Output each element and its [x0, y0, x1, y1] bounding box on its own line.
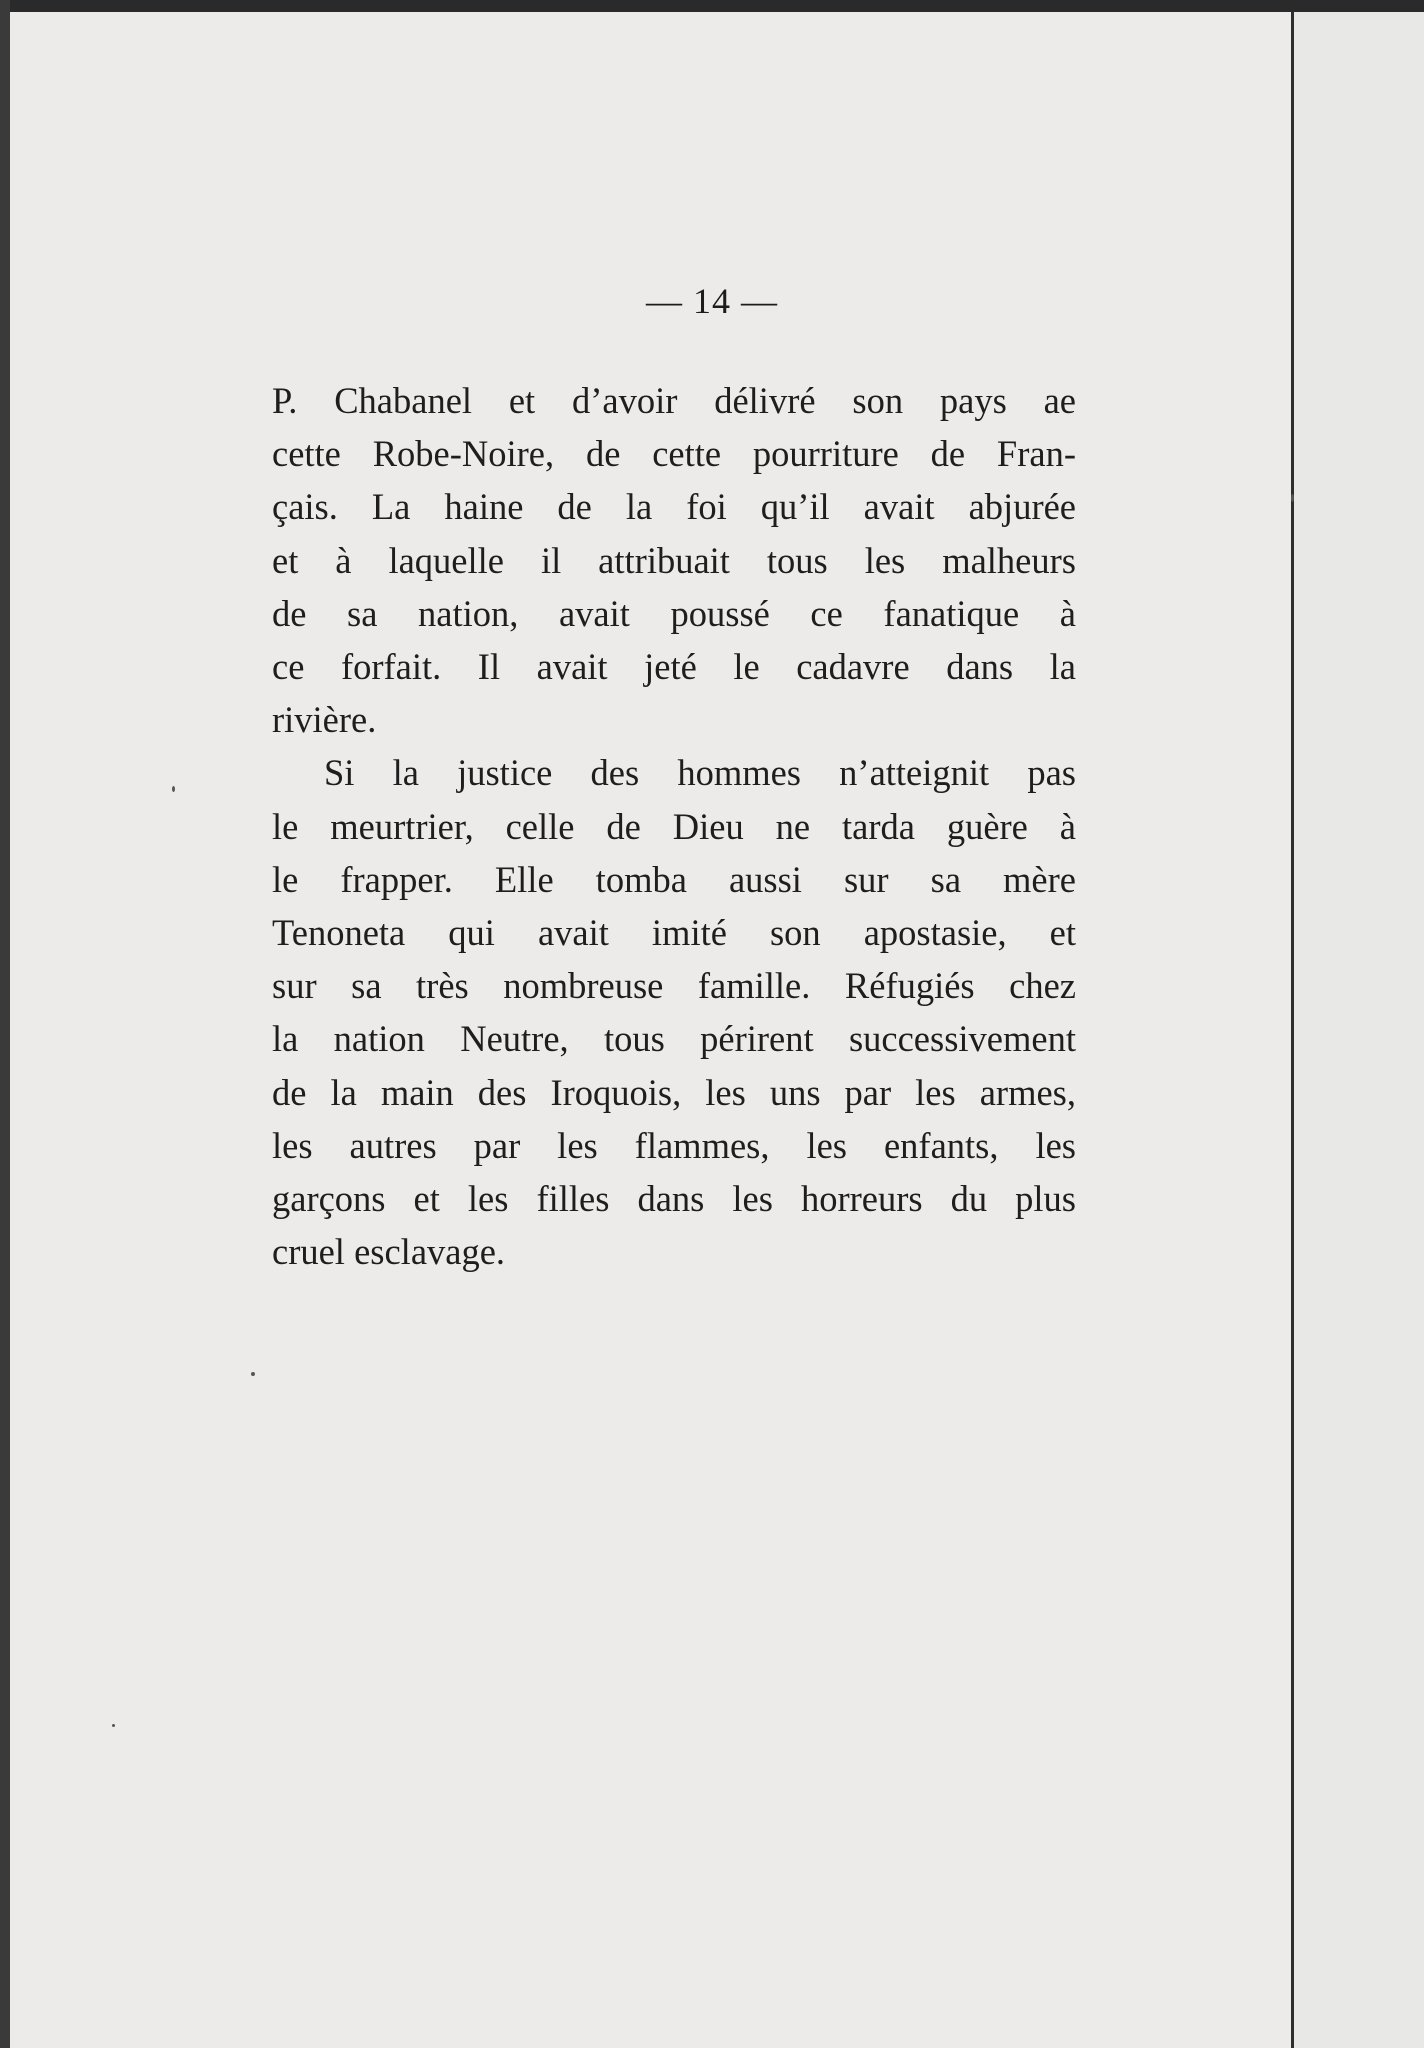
page-number: — 14 —	[646, 281, 778, 321]
scan-top-border	[0, 0, 1424, 12]
text-line: rivière.	[272, 699, 377, 741]
text-line: le frapper. Elle tomba aussi sur sa mère	[272, 858, 1076, 900]
dust-speck	[172, 786, 175, 792]
text-line: P. Chabanel et d’avoir délivré son pays ae	[272, 380, 1076, 421]
text-line: et à laquelle il attribuait tous les malheurs	[272, 539, 1076, 581]
text-line: garçons et les filles dans les horreurs du plus	[272, 1178, 1076, 1220]
text-line: les autres par les flammes, les enfants, les	[272, 1124, 1076, 1166]
text-line: sur sa très nombreuse famille. Réfugiés chez	[272, 965, 1076, 1007]
text-line: cette Robe-Noire, de cette pourriture de Fran-	[272, 433, 1076, 475]
text-line: ce forfait. Il avait jeté le cadavre dans la	[272, 646, 1076, 688]
paragraph	[272, 746, 1076, 1278]
text-line: de la main des Iroquois, les uns par les armes,	[272, 1071, 1076, 1113]
text-line: de sa nation, avait poussé ce fanatique à	[272, 592, 1076, 634]
text-line: la nation Neutre, tous périrent successivement	[272, 1018, 1076, 1060]
text-line: çais. La haine de la foi qu’il avait abjurée	[272, 486, 1076, 528]
text-line: le meurtrier, celle de Dieu ne tarda guère à	[272, 805, 1076, 847]
paragraph	[272, 374, 1076, 746]
text-line: cruel esclavage.	[272, 1231, 506, 1273]
text-line: Si la justice des hommes n’atteignit pas	[324, 752, 1076, 794]
text-line: Tenoneta qui avait imité son apostasie, et	[272, 912, 1076, 954]
body-text	[272, 374, 1076, 1278]
dust-speck	[251, 1372, 255, 1376]
dust-speck	[1291, 494, 1294, 502]
dust-speck	[112, 1724, 115, 1727]
